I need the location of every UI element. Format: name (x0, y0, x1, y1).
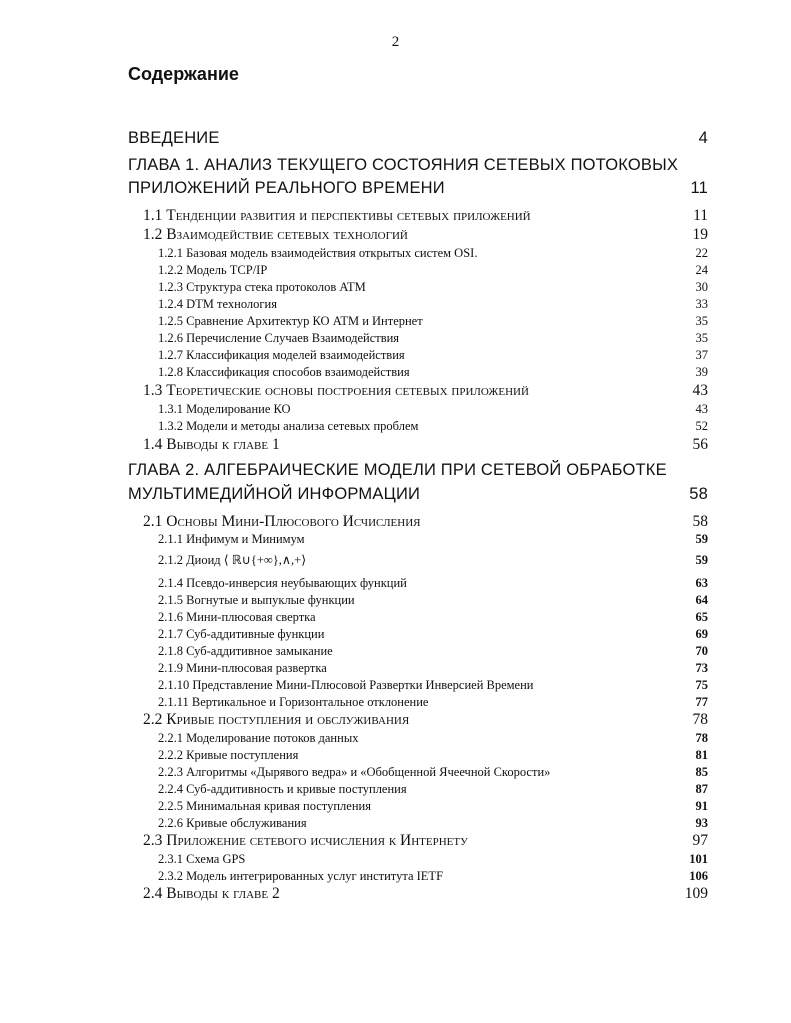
toc-entry-chapter-1[interactable] (128, 179, 708, 198)
toc-entry-2-2-5[interactable] (158, 799, 708, 814)
toc-entry-1-2-2[interactable] (158, 263, 708, 278)
toc-entry-section-2-3[interactable] (143, 832, 708, 850)
toc-entry-label: 2.3 Приложение сетевого исчисления к Интернету (143, 832, 468, 849)
toc-entry-section-2-1[interactable] (143, 513, 708, 531)
toc-entry-page: 87 (695, 782, 708, 796)
toc-entry-2-1-5[interactable] (158, 593, 708, 608)
toc-entry-2-1-2[interactable] (158, 552, 708, 568)
toc-entry-2-1-10[interactable] (158, 678, 708, 693)
toc-entry-2-2-1[interactable] (158, 731, 708, 746)
toc-entry-page: 65 (695, 610, 708, 624)
toc-entry-page: 91 (695, 799, 708, 813)
toc-entry-label: 1.3.1 Моделирование КО (158, 402, 291, 416)
toc-entry-label: 2.1.8 Суб-аддитивное замыкание (158, 644, 333, 658)
toc-entry-label: 1.2.3 Структура стека протоколов ATM (158, 280, 366, 294)
toc-entry-label: 1.3 Теоретические основы построения сетевых приложений (143, 382, 529, 399)
toc-entry-label: 2.2.5 Минимальная кривая поступления (158, 799, 371, 813)
toc-entry-1-2-3[interactable] (158, 280, 708, 295)
toc-entry-label: 2.1 Основы Мини-Плюсового Исчисления (143, 513, 421, 530)
toc-entry-page: 75 (695, 678, 708, 692)
toc-entry-1-2-8[interactable] (158, 365, 708, 380)
toc-entry-label: 1.2 Взаимодействие сетевых технологий (143, 226, 408, 243)
toc-entry-label: ВВЕДЕНИЕ (128, 129, 220, 147)
toc-entry-label: 1.2.8 Классификация способов взаимодействия (158, 365, 410, 379)
page-number: 2 (391, 34, 400, 50)
toc-entry-chapter-2[interactable] (128, 485, 708, 504)
toc-entry-1-2-7[interactable] (158, 348, 708, 363)
toc-entry-label: 2.2.4 Суб-аддитивность и кривые поступления (158, 782, 407, 796)
toc-entry-page: 56 (692, 436, 708, 453)
toc-entry-label: 1.2.2 Модель TCP/IP (158, 263, 268, 277)
toc-entry-2-1-11[interactable] (158, 695, 708, 710)
toc-entry-label: 2.2.2 Кривые поступления (158, 748, 299, 762)
toc-entry-label: 1.2.4 DTM технология (158, 297, 277, 311)
toc-entry-page: 22 (695, 246, 708, 260)
toc-entry-label: 1.2.5 Сравнение Архитектур КО ATM и Интернет (158, 314, 423, 328)
toc-entry-1-3-1[interactable] (158, 402, 708, 417)
toc-entry-page: 73 (695, 661, 708, 675)
toc-entry-2-2-2[interactable] (158, 748, 708, 763)
chapter-2-title-line1: ГЛАВА 2. АЛГЕБРАИЧЕСКИЕ МОДЕЛИ ПРИ СЕТЕВОЙ ОБРАБОТКЕ (128, 461, 667, 479)
toc-entry-label: 2.1.7 Суб-аддитивные функции (158, 627, 325, 641)
toc-entry-2-2-6[interactable] (158, 816, 708, 831)
toc-entry-label: 2.1.11 Вертикальное и Горизонтальное отклонение (158, 695, 429, 709)
toc-entry-label: 2.1.2 Диоид ⟨ ℝ∪{+∞},∧,+⟩ (158, 553, 307, 567)
toc-entry-label: 2.2.3 Алгоритмы «Дырявого ведра» и «Обобщенной Ячеечной Скорости» (158, 765, 551, 779)
toc-entry-label: 2.4 Выводы к главе 2 (143, 885, 280, 902)
toc-entry-page: 33 (695, 297, 708, 311)
toc-entry-section-1-2[interactable] (143, 226, 708, 244)
toc-entry-page: 11 (690, 179, 708, 197)
toc-entry-label: 1.3.2 Модели и методы анализа сетевых проблем (158, 419, 419, 433)
toc-entry-section-2-2[interactable] (143, 711, 708, 729)
toc-title: Содержание (128, 64, 239, 84)
toc-entry-1-2-5[interactable] (158, 314, 708, 329)
toc-entry-label: 2.1.10 Представление Мини-Плюсовой Развертки Инверсией Времени (158, 678, 534, 692)
toc-entry-2-3-1[interactable] (158, 852, 708, 867)
toc-entry-page: 19 (692, 226, 708, 243)
toc-entry-page: 69 (695, 627, 708, 641)
toc-entry-label: 2.1.1 Инфимум и Минимум (158, 532, 305, 546)
toc-entry-page: 81 (695, 748, 708, 762)
toc-entry-label: ПРИЛОЖЕНИЙ РЕАЛЬНОГО ВРЕМЕНИ (128, 179, 445, 197)
toc-entry-page: 30 (695, 280, 708, 294)
toc-entry-label: 2.3.2 Модель интегрированных услуг института IETF (158, 869, 444, 883)
toc-entry-page: 101 (689, 852, 708, 866)
toc-entry-introduction[interactable] (128, 129, 708, 148)
toc-entry-page: 4 (698, 129, 708, 147)
toc-entry-page: 97 (692, 832, 708, 849)
toc-entry-2-1-1[interactable] (158, 532, 708, 547)
toc-entry-section-1-4[interactable] (143, 436, 708, 454)
toc-entry-label: 1.2.6 Перечисление Случаев Взаимодействия (158, 331, 400, 345)
toc-entry-page: 11 (693, 207, 708, 224)
toc-entry-2-1-7[interactable] (158, 627, 708, 642)
toc-entry-page: 43 (692, 382, 708, 399)
toc-entry-page: 39 (695, 365, 708, 379)
toc-entry-page: 59 (695, 553, 708, 567)
toc-entry-page: 93 (695, 816, 708, 830)
toc-entry-2-2-4[interactable] (158, 782, 708, 797)
toc-entry-label: 1.2.1 Базовая модель взаимодействия открытых систем OSI. (158, 246, 478, 260)
toc-entry-2-1-8[interactable] (158, 644, 708, 659)
toc-entry-label: 2.1.6 Мини-плюсовая свертка (158, 610, 316, 624)
toc-entry-page: 37 (695, 348, 708, 362)
toc-entry-page: 78 (695, 731, 708, 745)
toc-entry-page: 52 (695, 419, 708, 433)
toc-entry-label: 2.1.5 Вогнутые и выпуклые функции (158, 593, 355, 607)
toc-entry-2-1-4[interactable] (158, 576, 708, 591)
toc-entry-label: 1.4 Выводы к главе 1 (143, 436, 280, 453)
toc-entry-page: 63 (695, 576, 708, 590)
chapter-1-title-line1: ГЛАВА 1. АНАЛИЗ ТЕКУЩЕГО СОСТОЯНИЯ СЕТЕВЫХ ПОТОКОВЫХ (128, 156, 679, 174)
toc-entry-page: 58 (689, 485, 708, 503)
toc-entry-page: 24 (695, 263, 708, 277)
toc-entry-1-3-2[interactable] (158, 419, 708, 434)
toc-entry-page: 109 (684, 885, 708, 902)
toc-entry-label: МУЛЬТИМЕДИЙНОЙ ИНФОРМАЦИИ (128, 485, 421, 503)
toc-entry-label: 2.1.9 Мини-плюсовая развертка (158, 661, 327, 675)
toc-entry-section-1-3[interactable] (143, 382, 708, 400)
toc-entry-2-1-6[interactable] (158, 610, 708, 625)
toc-entry-page: 58 (692, 513, 708, 530)
toc-entry-page: 43 (695, 402, 708, 416)
toc-entry-page: 59 (695, 532, 708, 546)
toc-entry-page: 35 (695, 331, 708, 345)
toc-entry-section-2-4[interactable] (143, 885, 708, 903)
toc-entry-label: 2.2 Кривые поступления и обслуживания (143, 711, 410, 728)
toc-entry-1-2-1[interactable] (158, 246, 708, 261)
toc-entry-label: 1.2.7 Классификация моделей взаимодействия (158, 348, 405, 362)
toc-entry-page: 77 (695, 695, 708, 709)
toc-entry-page: 35 (695, 314, 708, 328)
toc-entry-section-1-1[interactable] (143, 207, 708, 225)
toc-entry-page: 70 (695, 644, 708, 658)
toc-entry-2-3-2[interactable] (158, 869, 708, 884)
toc-entry-page: 85 (695, 765, 708, 779)
toc-entry-label: 2.3.1 Схема GPS (158, 852, 246, 866)
toc-entry-label: 1.1 Тенденции развития и перспективы сетевых приложений (143, 207, 531, 224)
toc-entry-1-2-4[interactable] (158, 297, 708, 312)
toc-entry-label: 2.1.4 Псевдо-инверсия неубывающих функций (158, 576, 407, 590)
toc-entry-page: 64 (695, 593, 708, 607)
toc-entry-label: 2.2.6 Кривые обслуживания (158, 816, 307, 830)
toc-entry-label: 2.2.1 Моделирование потоков данных (158, 731, 359, 745)
toc-entry-1-2-6[interactable] (158, 331, 708, 346)
toc-entry-page: 78 (692, 711, 708, 728)
toc-entry-page: 106 (689, 869, 708, 883)
toc-entry-2-1-9[interactable] (158, 661, 708, 676)
toc-entry-2-2-3[interactable] (158, 765, 708, 780)
